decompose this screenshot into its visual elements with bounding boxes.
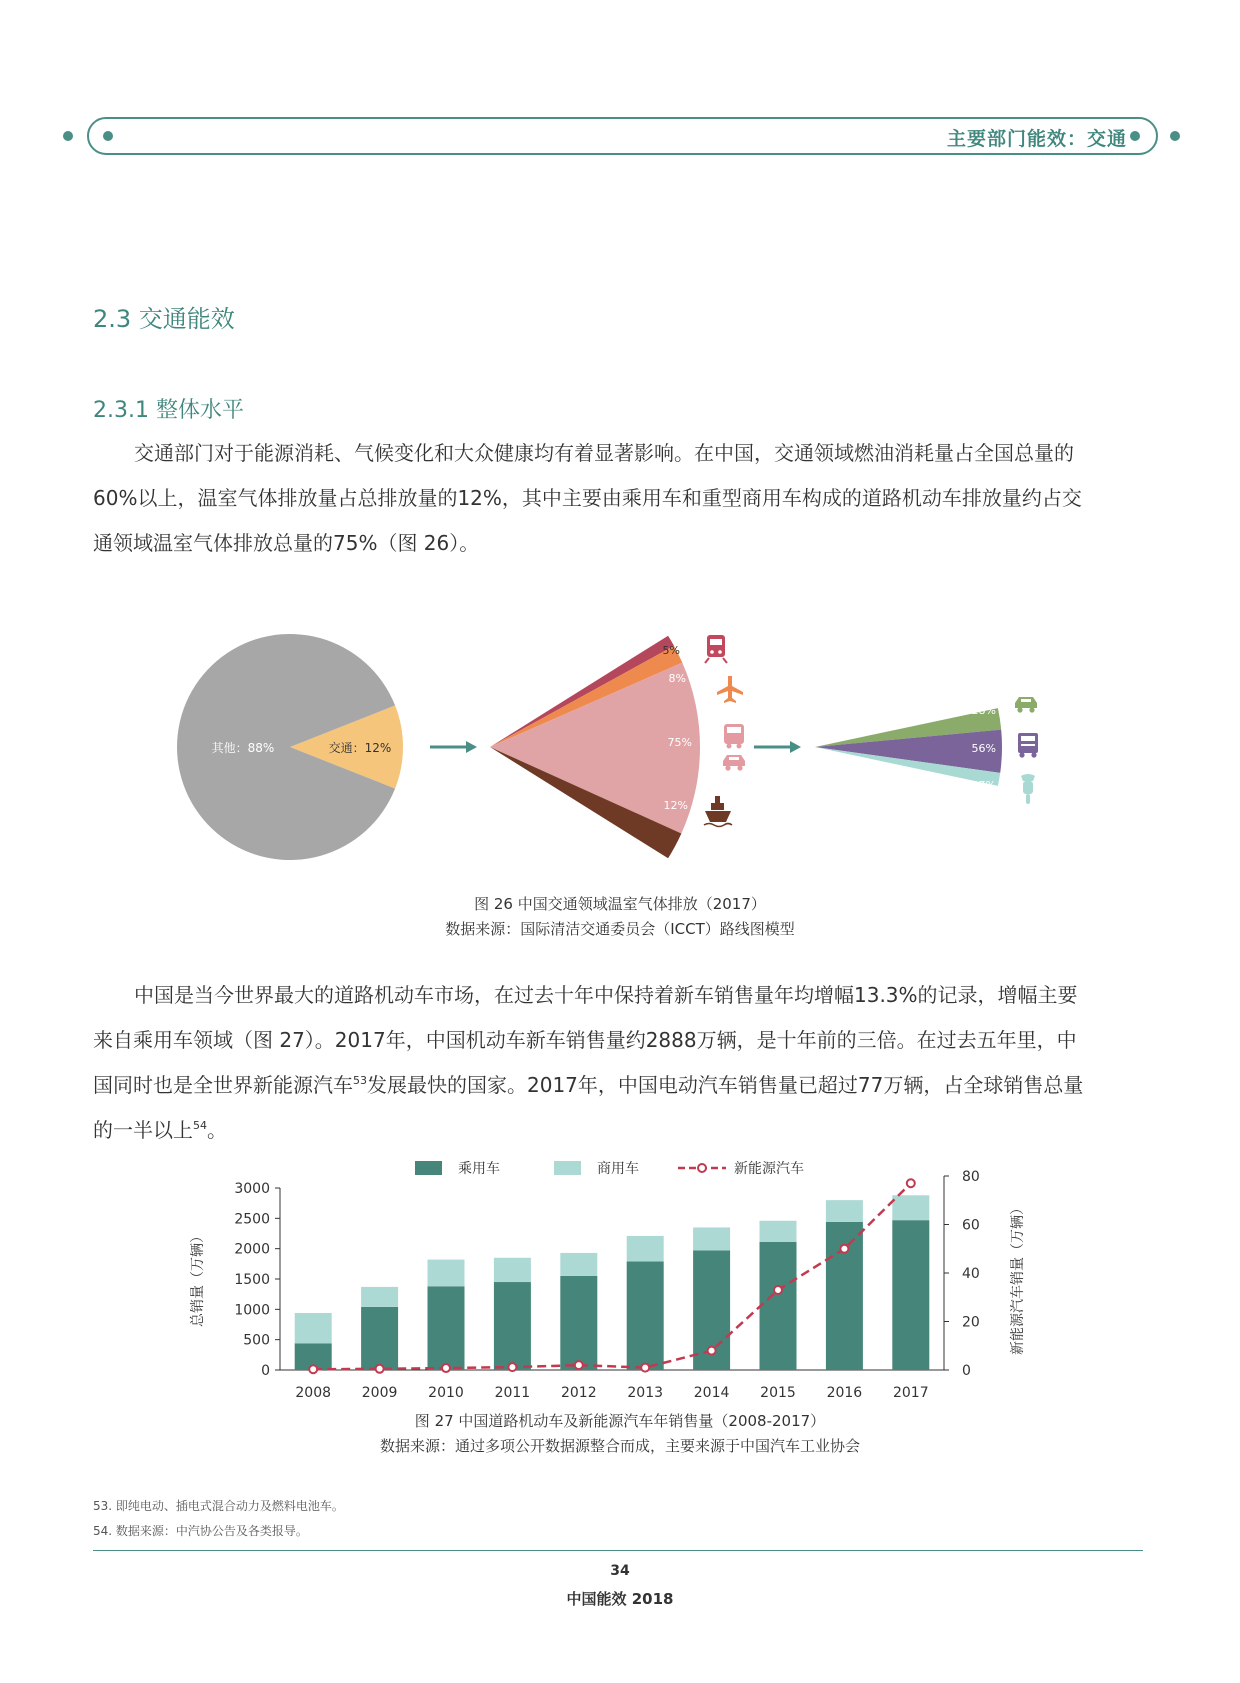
x-tick-label: 2009 <box>361 1385 398 1401</box>
point-nev <box>575 1361 583 1369</box>
paragraph-2-text: 的一半以上 <box>93 1118 193 1142</box>
bar-commercial <box>826 1200 863 1222</box>
pie-label-other: 其他：88% <box>211 741 275 755</box>
train-icon <box>705 635 727 663</box>
paragraph-2-text: 国同时也是全世界新能源汽车 <box>93 1073 353 1097</box>
fan-road-label: 56% <box>971 742 996 755</box>
x-tick-label: 2014 <box>693 1385 730 1401</box>
header-dot-left-inner <box>103 131 113 141</box>
bar-commercial <box>693 1227 730 1250</box>
pie-label-transport: 交通：12% <box>328 741 392 755</box>
footnote-ref-53[interactable]: 53 <box>353 1074 367 1087</box>
y-tick-label-left: 3000 <box>234 1181 270 1197</box>
section-heading: 2.3 交通能效 <box>93 305 235 333</box>
y-axis-title-left: 总销量（万辆） <box>190 1229 206 1327</box>
subsection-heading: 2.3.1 整体水平 <box>93 398 244 423</box>
y-tick-label-left: 2000 <box>234 1241 270 1258</box>
paragraph-2 <box>93 973 1145 1153</box>
fan-transport-label: 75% <box>667 736 692 749</box>
bar-commercial <box>760 1221 797 1242</box>
car-icon-green <box>1015 697 1037 713</box>
y-tick-label-left: 500 <box>243 1332 270 1349</box>
car-icon-pink <box>723 755 745 771</box>
y-tick-label-right: 0 <box>962 1363 971 1379</box>
bar-passenger <box>560 1276 597 1370</box>
x-tick-label: 2010 <box>428 1385 464 1401</box>
legend-label-commercial: 商用车 <box>597 1161 639 1177</box>
footnote-54: 54. 数据来源：中汽协公告及各类报导。 <box>93 1524 308 1538</box>
figure-26-caption: 图 26 中国交通领域温室气体排放（2017） <box>474 895 766 913</box>
header-dot-right-outer <box>1170 131 1180 141</box>
bar-commercial <box>892 1195 929 1220</box>
fan-road-label: 17% <box>971 779 996 792</box>
paragraph-2-line: 来自乘用车领域（图 27）。2017年，中国机动车新车销售量约2888万辆，是十年前的三倍。在过去五年里，中 <box>93 1028 1077 1052</box>
y-tick-label-right: 40 <box>962 1266 980 1282</box>
x-tick-label: 2017 <box>892 1385 929 1401</box>
y-tick-label-left: 2500 <box>234 1211 270 1228</box>
bar-commercial <box>560 1253 597 1276</box>
bar-passenger <box>760 1242 797 1370</box>
bar-passenger <box>428 1286 465 1370</box>
x-tick-label: 2008 <box>295 1385 332 1401</box>
bus-icon <box>724 724 744 749</box>
footnote-ref-54[interactable]: 54 <box>193 1119 207 1132</box>
bar-commercial <box>627 1236 664 1261</box>
fan-road-label: 28% <box>971 704 996 717</box>
footnote-53: 53. 即纯电动、插电式混合动力及燃料电池车。 <box>93 1499 344 1513</box>
bar-commercial <box>295 1313 332 1343</box>
fan-transport-label: 8% <box>668 672 686 685</box>
footer-divider <box>93 1550 1143 1551</box>
line-nev <box>313 1183 911 1369</box>
figure-26-chart <box>0 590 1240 890</box>
plane-icon <box>717 676 743 703</box>
ship-icon <box>704 796 732 827</box>
page-number: 34 <box>610 1563 630 1579</box>
fan-transport-label: 12% <box>663 799 688 812</box>
point-nev <box>907 1179 915 1187</box>
bar-passenger <box>361 1307 398 1370</box>
bar-passenger <box>494 1282 531 1370</box>
paragraph-2-line <box>93 1108 1145 1153</box>
figure-27-caption: 图 27 中国道路机动车及新能源汽车年销售量（2008-2017） <box>414 1412 826 1430</box>
bar-commercial <box>494 1258 531 1282</box>
bar-commercial <box>361 1287 398 1307</box>
y-tick-label-left: 1500 <box>234 1272 270 1288</box>
point-nev <box>774 1286 782 1294</box>
point-nev <box>442 1364 450 1372</box>
point-nev <box>641 1364 649 1372</box>
truck-icon <box>1018 733 1038 758</box>
y-tick-label-right: 60 <box>962 1217 980 1234</box>
paragraph-2-line: 中国是当今世界最大的道路机动车市场，在过去十年中保持着新车销售量年均增幅13.3%的记录，增幅主要 <box>134 983 1078 1007</box>
bar-commercial <box>428 1260 465 1287</box>
legend-swatch-passenger <box>415 1161 442 1175</box>
header-title: 主要部门能效：交通 <box>946 128 1127 150</box>
y-axis-title-right: 新能源汽车销量（万辆） <box>1010 1201 1026 1355</box>
figure-27-chart <box>0 1160 1240 1405</box>
header-dot-right-inner <box>1130 131 1140 141</box>
figure-27-source: 数据来源：通过多项公开数据源整合而成，主要来源于中国汽车工业协会 <box>379 1437 860 1455</box>
legend-label-nev: 新能源汽车 <box>734 1161 804 1177</box>
point-nev <box>376 1365 384 1373</box>
x-tick-label: 2013 <box>627 1385 664 1401</box>
point-nev <box>309 1365 317 1373</box>
y-tick-label-right: 80 <box>962 1169 980 1185</box>
legend-swatch-commercial <box>554 1161 581 1175</box>
y-tick-label-left: 0 <box>261 1363 270 1379</box>
y-tick-label-left: 1000 <box>234 1302 270 1319</box>
x-tick-label: 2016 <box>826 1385 863 1401</box>
x-tick-label: 2011 <box>494 1385 531 1401</box>
paragraph-2-line <box>93 1063 1145 1108</box>
bar-passenger <box>627 1261 664 1370</box>
legend-label-passenger: 乘用车 <box>458 1161 500 1177</box>
paragraph-1-line: 交通部门对于能源消耗、气候变化和大众健康均有着显著影响。在中国，交通领域燃油消耗量占全国总量的 <box>134 441 1074 465</box>
header-dot-left-outer <box>63 131 73 141</box>
paragraph-2-text: 发展最快的国家。2017年，中国电动汽车销售量已超过77万辆，占全球销售总量 <box>367 1073 1084 1097</box>
bar-passenger <box>892 1220 929 1370</box>
x-tick-label: 2015 <box>760 1385 796 1401</box>
arrow-icon-1 <box>430 741 477 753</box>
book-title: 中国能效 2018 <box>566 1590 674 1608</box>
pie-main <box>177 634 403 860</box>
fan-transport-label: 5% <box>662 644 680 657</box>
arrow-icon-2 <box>754 741 801 753</box>
point-nev <box>708 1347 716 1355</box>
paragraph-1 <box>93 431 1145 566</box>
paragraph-1-line: 通领域温室气体排放总量的75%（图 26）。 <box>93 531 480 555</box>
paragraph-1-line: 60%以上，温室气体排放量占总排放量的12%，其中主要由乘用车和重型商用车构成的道路机动车排放量约占交 <box>93 486 1082 510</box>
point-nev <box>840 1245 848 1253</box>
legend-marker-nev <box>698 1164 706 1172</box>
paragraph-2-text: 。 <box>207 1118 227 1142</box>
figure-26-source: 数据来源：国际清洁交通委员会（ICCT）路线图模型 <box>445 920 795 938</box>
y-tick-label-right: 20 <box>962 1314 980 1331</box>
scooter-icon <box>1021 774 1035 804</box>
x-tick-label: 2012 <box>560 1385 597 1401</box>
point-nev <box>508 1363 516 1371</box>
